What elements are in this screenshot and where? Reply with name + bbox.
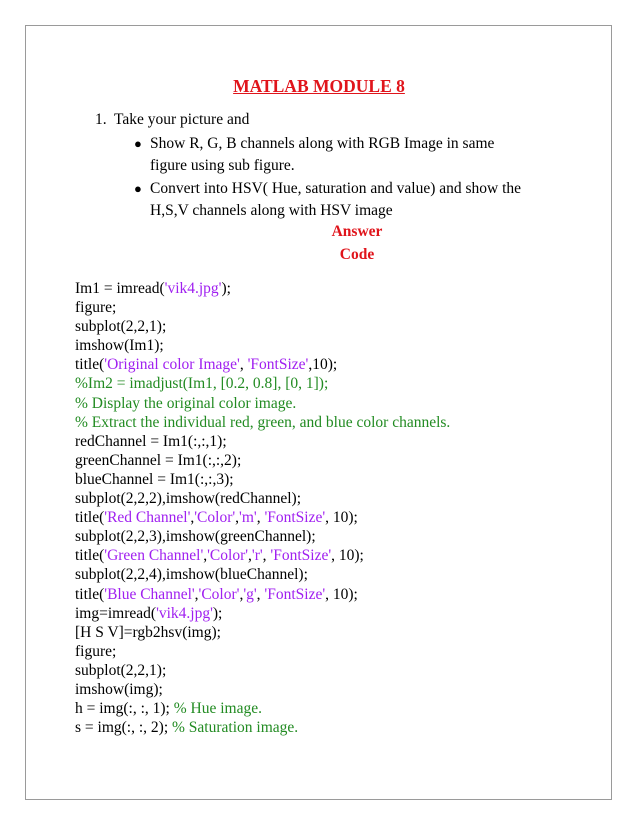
code-text: , <box>256 585 265 603</box>
code-line <box>75 394 450 413</box>
code-string: 'Blue Channel' <box>104 585 195 603</box>
code-text: , <box>262 547 271 565</box>
code-text: Im1 = imread( <box>75 280 165 297</box>
code-line <box>75 527 450 546</box>
code-line <box>75 623 450 642</box>
code-line <box>75 279 450 298</box>
code-string: 'vik4.jpg' <box>164 280 222 297</box>
bullet-2-line-1: Convert into HSV( Hue, saturation and value) and show the <box>150 180 522 197</box>
code-line <box>75 565 450 584</box>
code-string: 'g' <box>243 585 257 603</box>
code-text: , <box>235 509 240 527</box>
code-comment: % Hue image. <box>173 700 262 718</box>
code-text: ); <box>212 604 223 622</box>
code-text: , 10); <box>331 547 364 565</box>
code-comment: %Im2 = imadjust(Im1, [0.2, 0.8], [0, 1]); <box>75 375 329 393</box>
code-string: 'Original color Image' <box>104 356 240 374</box>
code-line <box>75 585 450 604</box>
code-text: title( <box>75 509 105 527</box>
code-line <box>75 642 450 661</box>
code-text: imshow(img); <box>75 680 163 698</box>
code-comment: % Saturation image. <box>172 719 299 737</box>
bullet-2-line-2: H,S,V channels along with HSV image <box>150 202 393 219</box>
bullet-icon: ● <box>134 136 142 151</box>
answer-heading: Answer <box>331 223 383 240</box>
bullet-1-line-2: figure using sub figure. <box>150 157 295 174</box>
code-text: , <box>203 547 208 565</box>
code-text: blueChannel = Im1(:,:,3); <box>75 470 234 488</box>
code-text: h = img(:, :, 1); <box>75 700 174 718</box>
code-text: , <box>256 509 265 527</box>
code-text: subplot(2,2,3),imshow(greenChannel); <box>75 528 316 546</box>
code-line <box>75 317 450 336</box>
code-text: title( <box>75 547 105 565</box>
document-title: MATLAB MODULE 8 <box>233 76 405 96</box>
code-text: s = img(:, :, 2); <box>75 719 173 737</box>
code-comment: % Extract the individual red, green, and blue color channels. <box>75 413 451 431</box>
code-string: 'm' <box>239 509 257 527</box>
bullet-icon: ● <box>134 181 142 196</box>
code-text: redChannel = Im1(:,:,1); <box>75 432 227 450</box>
code-line <box>75 298 450 317</box>
code-text: subplot(2,2,4),imshow(blueChannel); <box>75 566 308 584</box>
code-line <box>75 470 450 489</box>
code-text: , 10); <box>325 509 358 527</box>
code-text: img=imread( <box>75 604 157 622</box>
code-string: 'Color' <box>207 547 249 565</box>
code-text: subplot(2,2,1); <box>75 318 167 336</box>
code-comment: % Display the original color image. <box>75 394 297 412</box>
bullet-1-line-1: Show R, G, B channels along with RGB Image in same <box>150 135 495 152</box>
code-line <box>75 699 450 718</box>
code-line <box>75 355 450 374</box>
code-text: figure; <box>75 299 117 317</box>
code-text: figure; <box>75 642 117 660</box>
code-string: 'Color' <box>194 509 236 527</box>
code-text: , <box>248 547 252 565</box>
code-string: 'Green Channel' <box>104 547 204 565</box>
code-line <box>75 451 450 470</box>
code-text: , <box>239 585 244 603</box>
code-string: 'FontSize' <box>247 356 309 374</box>
code-line <box>75 661 450 680</box>
code-string: 'vik4.jpg' <box>156 604 213 622</box>
code-string: 'FontSize' <box>270 547 332 565</box>
task-number: 1. <box>95 111 107 128</box>
code-text: subplot(2,2,2),imshow(redChannel); <box>75 490 302 508</box>
code-line <box>75 508 450 527</box>
task-text: Take your picture and <box>114 111 250 128</box>
code-string: 'Red Channel' <box>104 509 191 527</box>
code-string: 'FontSize' <box>264 509 326 527</box>
code-text: , <box>194 585 199 603</box>
code-text: ); <box>221 280 231 297</box>
code-line <box>75 413 450 432</box>
code-line <box>75 546 450 565</box>
code-text: , <box>190 509 195 527</box>
code-text: ,10); <box>308 356 338 374</box>
code-string: 'FontSize' <box>264 585 326 603</box>
code-text: imshow(Im1); <box>75 337 164 355</box>
code-line <box>75 432 450 451</box>
code-text: title( <box>75 356 105 374</box>
code-line <box>75 680 450 699</box>
code-line <box>75 374 450 393</box>
code-text: subplot(2,2,1); <box>75 661 167 679</box>
code-text: , <box>239 356 248 374</box>
code-text: , 10); <box>325 585 358 603</box>
code-string: 'r' <box>251 547 263 565</box>
code-string: 'Color' <box>198 585 240 603</box>
code-text: greenChannel = Im1(:,:,2); <box>75 451 242 469</box>
code-block <box>75 279 450 737</box>
code-line <box>75 604 450 623</box>
code-text: title( <box>75 585 105 603</box>
code-line <box>75 718 450 737</box>
code-line <box>75 336 450 355</box>
code-line <box>75 489 450 508</box>
code-heading: Code <box>339 246 375 263</box>
code-text: [H S V]=rgb2hsv(img); <box>75 623 221 641</box>
